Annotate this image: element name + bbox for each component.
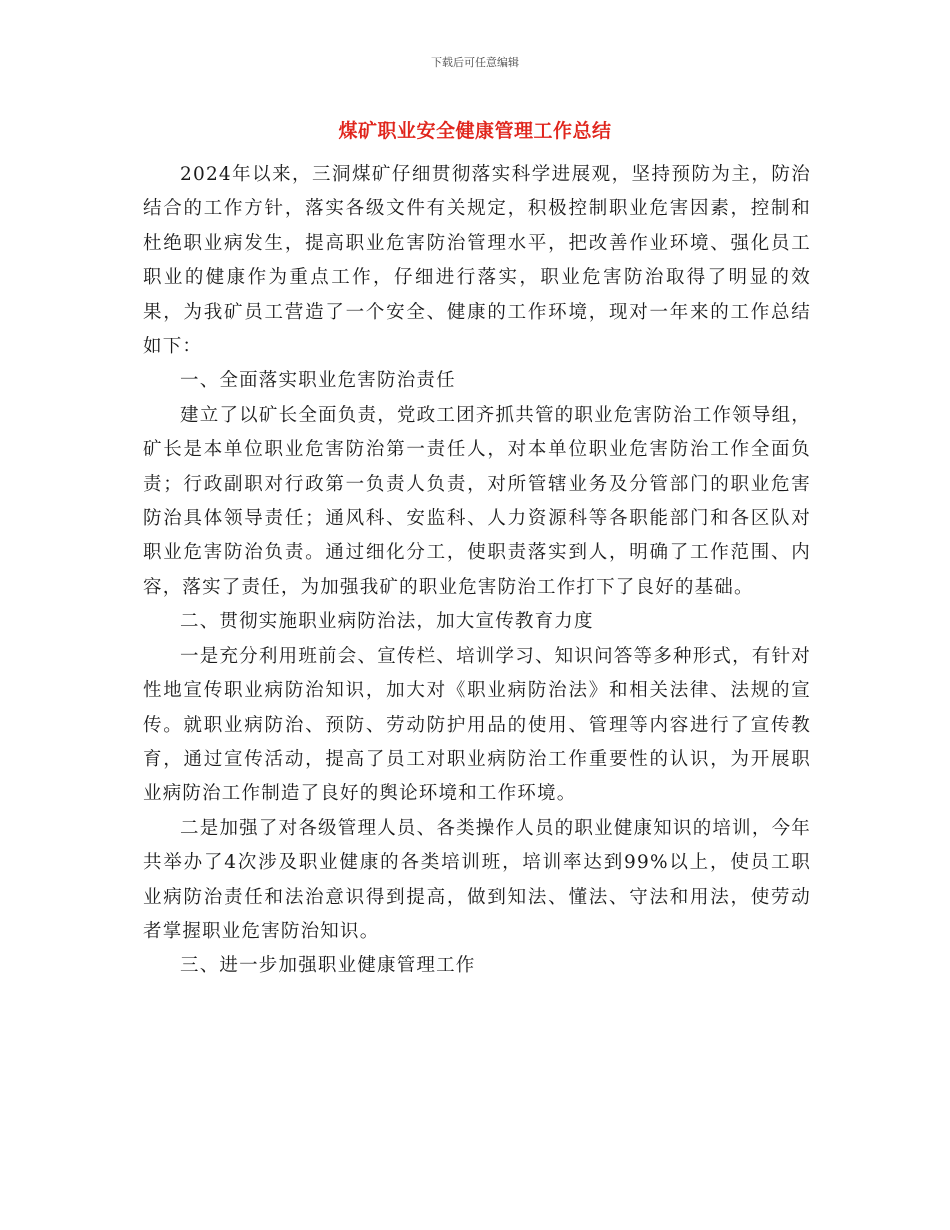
paragraph-intro: 2024年以来，三洞煤矿仔细贯彻落实科学进展观，坚持预防为主，防治结合的工作方针，落实各级文件有关规定，积极控制职业危害因素，控制和杜绝职业病发生，提高职业危害防治管理水平，把改善作业环境、强化员工职业的健康作为重点工作，仔细进行落实，职业危害防治取得了明显的效果，为我矿员工营造了一个安全、健康的工作环境，现对一年来的工作总结如下： (143, 164, 811, 358)
paragraph-training: 二是加强了对各级管理人员、各类操作人员的职业健康知识的培训，今年共举办了4次涉及职业健康的各类培训班，培训率达到99%以上，使员工职业病防治责任和法治意识得到提高，做到知法、懂法、守法和用法，使劳动者掌握职业危害防治知识。 (143, 817, 811, 942)
section-heading-1: 一、全面落实职业危害防治责任 (180, 370, 456, 392)
paragraph-responsibility: 建立了以矿长全面负责，党政工团齐抓共管的职业危害防治工作领导组，矿长是本单位职业危害防治第一责任人，对本单位职业危害防治工作全面负责；行政副职对行政第一负责人负责，对所管辖业务及分管部门的职业危害防治具体领导责任；通风科、安监科、人力资源科等各职能部门和各区队对职业危害防治负责。通过细化分工，使职责落实到人，明确了工作范围、内容，落实了责任，为加强我矿的职业危害防治工作打下了良好的基础。 (143, 404, 811, 598)
header-note: 下载后可任意编辑 (431, 56, 519, 69)
document-title: 煤矿职业安全健康管理工作总结 (338, 120, 612, 142)
section-heading-2: 二、贯彻实施职业病防治法，加大宣传教育力度 (180, 611, 594, 633)
paragraph-publicity: 一是充分利用班前会、宣传栏、培训学习、知识问答等多种形式，有针对性地宣传职业病防治知识，加大对《职业病防治法》和相关法律、法规的宣传。就职业病防治、预防、劳动防护用品的使用、管理等内容进行了宣传教育，通过宣传活动，提高了员工对职业病防治工作重要性的认识，为开展职业病防治工作制造了良好的舆论环境和工作环境。 (143, 645, 811, 805)
section-heading-3: 三、进一步加强职业健康管理工作 (180, 955, 476, 977)
document-body (143, 158, 811, 984)
